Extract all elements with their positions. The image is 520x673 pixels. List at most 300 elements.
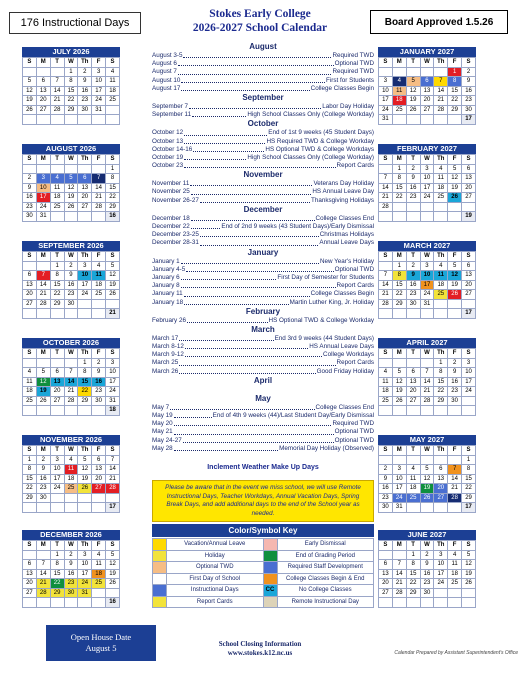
day-cell: 29	[462, 493, 476, 503]
day-cell: 11	[92, 271, 106, 281]
leader-dots	[178, 60, 334, 66]
event-date: September 11	[152, 111, 192, 119]
day-cell	[462, 406, 476, 416]
day-cell: 25	[379, 396, 393, 406]
day-cell: 16	[406, 280, 420, 290]
day-cell: 19	[448, 280, 462, 290]
day-cell: 20	[379, 579, 393, 589]
event-date: March 26	[152, 367, 179, 375]
day-cell: 22	[392, 193, 406, 203]
weekday-header: S	[106, 349, 120, 359]
day-cell: 22	[406, 579, 420, 589]
day-cell: 2	[64, 261, 78, 271]
day-cell: 19	[23, 96, 37, 106]
event-description: Good Friday Holiday	[316, 367, 374, 375]
event-description: Optional TWD	[334, 60, 374, 68]
event-description: End 3rd 9 weeks (44 Student Days)	[274, 334, 374, 342]
day-cell: 5	[106, 550, 120, 560]
day-cell: 24	[92, 96, 106, 106]
day-cell: 20	[36, 96, 50, 106]
day-cell: 14	[50, 86, 64, 96]
event-row	[152, 197, 374, 205]
weekday-header: F	[92, 155, 106, 165]
closing-url[interactable]: www.stokes.k12.nc.us	[227, 649, 293, 657]
event-date: December 23-25	[152, 231, 199, 239]
event-row	[152, 445, 374, 453]
day-cell: 11	[406, 474, 420, 484]
event-date: August 3-5	[152, 52, 183, 59]
day-cell	[36, 358, 50, 368]
day-cell: 4	[92, 261, 106, 271]
day-cell	[448, 115, 462, 125]
day-cell: 14	[448, 474, 462, 484]
day-cell	[106, 493, 120, 503]
day-cell: 20	[50, 387, 64, 397]
day-cell: 7	[379, 271, 393, 281]
event-description: End of 2nd 9 weeks (43 Student Days)/Early Dismissal	[221, 223, 374, 230]
weekday-header: S	[462, 349, 476, 359]
leader-dots	[200, 239, 318, 245]
weekday-header: F	[92, 541, 106, 551]
weekday-header: W	[64, 446, 78, 456]
day-cell: 12	[106, 560, 120, 570]
day-cell: 5	[392, 368, 406, 378]
event-row	[152, 162, 374, 170]
weekday-header: F	[92, 252, 106, 262]
day-cell: 15	[392, 183, 406, 193]
day-cell: 25	[448, 579, 462, 589]
day-cell	[448, 309, 462, 319]
day-cell: 15	[64, 86, 78, 96]
day-cell	[379, 67, 393, 77]
event-row	[152, 317, 374, 325]
day-cell	[64, 115, 78, 125]
weekday-header: Th	[434, 58, 448, 68]
day-cell: 6	[462, 164, 476, 174]
weekday-header: T	[50, 252, 64, 262]
event-date: August 6	[152, 60, 177, 68]
event-row	[152, 359, 374, 367]
day-cell	[78, 212, 92, 222]
day-cell	[406, 115, 420, 125]
weekday-header: Th	[434, 155, 448, 165]
day-cell: 15	[50, 569, 64, 579]
day-cell: 9	[462, 77, 476, 87]
day-cell: 18	[92, 280, 106, 290]
day-cell: 22	[462, 484, 476, 494]
day-cell: 23	[462, 96, 476, 106]
day-cell: 2	[92, 358, 106, 368]
leader-dots	[191, 215, 315, 221]
day-cell: 3	[434, 550, 448, 560]
month-day-count: 17	[106, 503, 120, 513]
day-cell: 15	[406, 569, 420, 579]
day-cell: 26	[420, 493, 434, 503]
day-cell: 12	[106, 271, 120, 281]
event-row	[152, 188, 374, 196]
event-date: December 22	[152, 223, 190, 230]
day-cell: 13	[78, 183, 92, 193]
day-cell: 25	[92, 579, 106, 589]
day-cell: 7	[106, 455, 120, 465]
weekday-header: S	[23, 58, 37, 68]
weekday-header: W	[420, 541, 434, 551]
day-cell: 25	[434, 193, 448, 203]
weekday-header: F	[448, 155, 462, 165]
day-cell	[50, 164, 64, 174]
day-cell: 27	[379, 588, 393, 598]
month-day-count: 16	[106, 598, 120, 608]
day-cell: 22	[392, 290, 406, 300]
day-cell	[448, 406, 462, 416]
day-cell: 5	[420, 465, 434, 475]
day-cell	[406, 598, 420, 608]
day-cell	[392, 115, 406, 125]
weekday-header: Th	[78, 446, 92, 456]
event-date: January 1	[152, 257, 180, 265]
day-cell: 19	[36, 387, 50, 397]
day-cell	[78, 115, 92, 125]
leader-dots	[170, 404, 314, 410]
day-cell: 1	[78, 358, 92, 368]
event-month-heading: December	[243, 204, 283, 214]
day-cell	[434, 455, 448, 465]
day-cell: 29	[50, 588, 64, 598]
day-cell: 14	[420, 377, 434, 387]
key-swatch: CC	[263, 585, 277, 597]
day-cell	[448, 455, 462, 465]
event-date: January 4-5	[152, 265, 186, 273]
day-cell	[36, 309, 50, 319]
day-cell: 13	[379, 569, 393, 579]
day-cell: 31	[78, 588, 92, 598]
day-cell: 5	[448, 164, 462, 174]
leader-dots	[178, 68, 332, 74]
day-cell	[36, 598, 50, 608]
day-cell	[379, 358, 393, 368]
weekday-header: W	[420, 155, 434, 165]
weekday-header: S	[379, 252, 393, 262]
day-cell: 12	[462, 560, 476, 570]
day-cell: 10	[420, 174, 434, 184]
event-description: Required TWD	[332, 52, 374, 59]
day-cell: 31	[420, 299, 434, 309]
month-header: OCTOBER 2026	[22, 338, 120, 348]
event-description: Thanksgiving Holidays	[311, 196, 374, 204]
day-cell: 9	[78, 77, 92, 87]
event-description: HS Required TWD & College Workday	[266, 137, 374, 145]
event-month-heading: April	[253, 375, 273, 385]
day-cell: 18	[448, 569, 462, 579]
day-cell	[434, 115, 448, 125]
day-cell	[23, 261, 37, 271]
leader-dots	[181, 77, 325, 83]
day-cell: 29	[106, 202, 120, 212]
day-cell	[23, 358, 37, 368]
day-cell: 26	[462, 579, 476, 589]
weekday-header: T	[406, 155, 420, 165]
day-cell: 1	[23, 455, 37, 465]
day-cell: 31	[92, 105, 106, 115]
day-cell: 19	[64, 193, 78, 203]
event-row	[152, 351, 374, 359]
month-day-count: 19	[462, 212, 476, 222]
day-cell: 18	[434, 183, 448, 193]
day-cell: 8	[434, 368, 448, 378]
day-cell: 4	[92, 550, 106, 560]
day-cell: 16	[36, 474, 50, 484]
weekday-header: W	[420, 446, 434, 456]
month-calendar	[378, 47, 476, 125]
event-description: HS Optional TWD & College Workdays	[265, 145, 374, 153]
day-cell: 4	[64, 455, 78, 465]
event-date: August 10	[152, 76, 181, 84]
event-description: Report Cards	[336, 359, 374, 367]
event-date: May 24-27	[152, 436, 182, 444]
day-cell	[50, 212, 64, 222]
day-cell: 12	[406, 86, 420, 96]
day-cell: 21	[379, 290, 393, 300]
day-cell	[379, 261, 393, 271]
day-cell: 4	[406, 465, 420, 475]
day-cell: 25	[50, 202, 64, 212]
weather-title: Inclement Weather Make Up Days	[207, 464, 319, 471]
day-cell: 3	[36, 174, 50, 184]
weekday-header: W	[420, 58, 434, 68]
day-cell	[78, 598, 92, 608]
day-cell: 6	[462, 261, 476, 271]
event-description: Optional TWD	[334, 436, 374, 444]
day-cell: 1	[406, 550, 420, 560]
day-cell: 23	[406, 290, 420, 300]
day-cell	[50, 358, 64, 368]
day-cell: 27	[36, 105, 50, 115]
day-cell	[434, 299, 448, 309]
day-cell: 26	[64, 202, 78, 212]
day-cell: 24	[36, 202, 50, 212]
day-cell	[92, 406, 106, 416]
day-cell: 6	[50, 368, 64, 378]
day-cell	[106, 115, 120, 125]
weekday-header: T	[406, 58, 420, 68]
day-cell: 20	[78, 193, 92, 203]
day-cell: 3	[392, 465, 406, 475]
weekday-header: M	[36, 541, 50, 551]
day-cell: 5	[78, 455, 92, 465]
event-description: Report Cards	[336, 282, 374, 290]
day-cell: 29	[448, 105, 462, 115]
day-cell: 26	[448, 290, 462, 300]
weekday-header: M	[36, 155, 50, 165]
event-description: Veterans Day Holiday	[313, 180, 374, 188]
key-label: Early Dismissal	[277, 539, 374, 551]
day-cell	[78, 299, 92, 309]
day-cell: 8	[50, 271, 64, 281]
leader-dots	[174, 420, 332, 426]
day-cell: 19	[448, 183, 462, 193]
day-cell: 7	[64, 368, 78, 378]
day-cell: 27	[434, 493, 448, 503]
leader-dots	[190, 180, 312, 186]
month-calendar	[378, 338, 476, 416]
day-cell: 19	[106, 569, 120, 579]
event-row	[152, 266, 374, 274]
day-cell	[64, 493, 78, 503]
day-cell: 21	[50, 96, 64, 106]
day-cell: 24	[434, 579, 448, 589]
event-date: March 9-12	[152, 351, 184, 359]
event-row	[152, 368, 374, 376]
leader-dots	[181, 282, 336, 288]
day-cell: 16	[379, 484, 393, 494]
leader-dots	[174, 428, 334, 434]
day-cell: 18	[392, 96, 406, 106]
month-day-count: 16	[106, 212, 120, 222]
day-cell: 15	[448, 86, 462, 96]
day-cell: 18	[92, 569, 106, 579]
day-cell: 4	[106, 67, 120, 77]
day-cell: 20	[420, 96, 434, 106]
event-row	[152, 239, 374, 247]
day-cell: 22	[50, 579, 64, 589]
day-cell	[420, 598, 434, 608]
day-cell	[406, 212, 420, 222]
day-cell: 14	[379, 183, 393, 193]
event-date: October 19	[152, 153, 184, 161]
day-cell: 5	[23, 77, 37, 87]
weekday-header: S	[106, 252, 120, 262]
day-cell: 16	[23, 193, 37, 203]
event-date: March 25	[152, 359, 179, 367]
weekday-header: S	[23, 349, 37, 359]
day-cell: 20	[406, 387, 420, 397]
month-header: NOVEMBER 2026	[22, 435, 120, 445]
month-calendar	[22, 530, 120, 608]
event-row	[152, 180, 374, 188]
event-description: HS Optional TWD & College Workday	[268, 316, 374, 324]
key-label: Optional TWD	[167, 562, 264, 574]
day-cell: 11	[64, 465, 78, 475]
weekday-header: W	[64, 155, 78, 165]
event-date: January 8	[152, 282, 180, 290]
day-cell: 2	[23, 174, 37, 184]
day-cell: 25	[406, 493, 420, 503]
event-month-heading: August	[249, 42, 277, 51]
day-cell	[420, 503, 434, 513]
day-cell: 17	[434, 569, 448, 579]
day-cell: 2	[406, 261, 420, 271]
day-cell	[434, 406, 448, 416]
weekday-header: M	[36, 446, 50, 456]
day-cell: 27	[78, 202, 92, 212]
day-cell: 4	[392, 77, 406, 87]
month-header: FEBRUARY 2027	[378, 144, 476, 154]
day-cell: 10	[420, 271, 434, 281]
day-cell: 30	[23, 212, 37, 222]
day-cell: 9	[64, 271, 78, 281]
day-cell: 11	[50, 183, 64, 193]
day-cell	[50, 67, 64, 77]
day-cell	[50, 406, 64, 416]
event-description: HS Annual Leave Days	[309, 343, 374, 351]
day-cell	[92, 115, 106, 125]
weather-notice: Please be aware that in the event we miss school, we will use Remote Instructional Days, Teacher Workdays, Annual Vacation Days, Spring Break Days, and add additional days to the end of the School year as needed.	[152, 480, 374, 522]
day-cell: 17	[420, 183, 434, 193]
weekday-header: T	[50, 349, 64, 359]
open-house-date: August 5	[85, 643, 117, 653]
day-cell: 6	[23, 560, 37, 570]
day-cell: 10	[434, 560, 448, 570]
weekday-header: M	[392, 155, 406, 165]
event-row	[152, 52, 374, 60]
event-row	[152, 282, 374, 290]
day-cell: 22	[50, 290, 64, 300]
day-cell: 24	[462, 387, 476, 397]
day-cell: 11	[434, 174, 448, 184]
day-cell: 29	[78, 396, 92, 406]
weekday-header: S	[379, 349, 393, 359]
day-cell	[23, 406, 37, 416]
weekday-header: S	[462, 155, 476, 165]
event-date: October 14-16	[152, 145, 193, 153]
day-cell: 8	[106, 174, 120, 184]
day-cell	[420, 309, 434, 319]
day-cell: 26	[406, 105, 420, 115]
day-cell: 12	[23, 86, 37, 96]
day-cell: 20	[92, 474, 106, 484]
day-cell: 7	[36, 560, 50, 570]
day-cell: 18	[406, 484, 420, 494]
day-cell	[23, 115, 37, 125]
weekday-header: Th	[78, 541, 92, 551]
day-cell: 10	[392, 474, 406, 484]
key-label: End of Grading Period	[277, 550, 374, 562]
day-cell: 21	[36, 579, 50, 589]
day-cell	[23, 598, 37, 608]
day-cell: 28	[64, 396, 78, 406]
day-cell: 6	[406, 368, 420, 378]
weekday-header: Th	[78, 349, 92, 359]
day-cell: 12	[448, 174, 462, 184]
event-description: Optional TWD	[334, 265, 374, 273]
day-cell	[420, 455, 434, 465]
day-cell	[392, 67, 406, 77]
day-cell	[392, 550, 406, 560]
weekday-header: W	[64, 252, 78, 262]
day-cell: 18	[434, 280, 448, 290]
weekday-header: S	[379, 541, 393, 551]
day-cell: 14	[92, 183, 106, 193]
day-cell	[392, 202, 406, 212]
weekday-header: W	[64, 349, 78, 359]
day-cell	[92, 212, 106, 222]
day-cell: 30	[379, 503, 393, 513]
leader-dots	[174, 412, 212, 418]
day-cell: 30	[64, 588, 78, 598]
day-cell: 6	[78, 174, 92, 184]
event-description: Required TWD	[332, 68, 374, 76]
weekday-header: S	[106, 155, 120, 165]
day-cell: 28	[379, 202, 393, 212]
weekday-header: Th	[434, 541, 448, 551]
day-cell	[36, 406, 50, 416]
key-swatch	[153, 596, 167, 608]
day-cell: 16	[420, 569, 434, 579]
event-month-heading: October	[247, 119, 279, 129]
day-cell	[448, 212, 462, 222]
day-cell: 5	[36, 368, 50, 378]
day-cell: 12	[420, 474, 434, 484]
